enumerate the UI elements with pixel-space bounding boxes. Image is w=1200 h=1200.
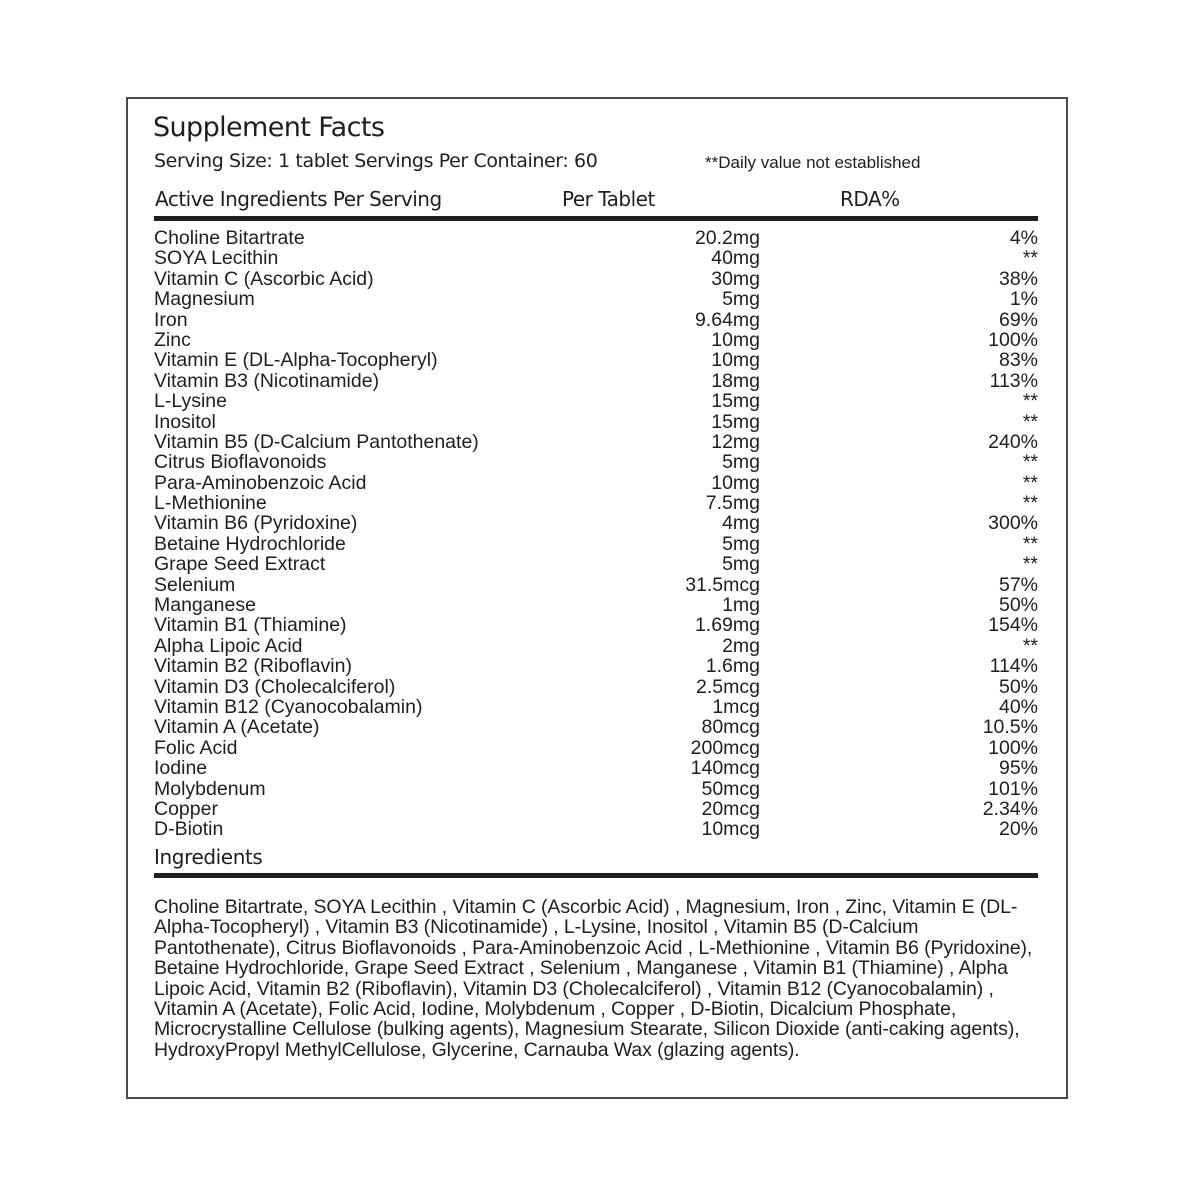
ingredient-amount: 50mcg bbox=[701, 777, 760, 800]
ingredient-rda: 40% bbox=[998, 695, 1038, 718]
ingredient-name: Vitamin B3 (Nicotinamide) bbox=[154, 369, 380, 392]
ingredient-name: Para-Aminobenzoic Acid bbox=[154, 471, 367, 494]
ingredient-amount: 5mg bbox=[722, 451, 760, 474]
ingredient-name: Inositol bbox=[154, 410, 216, 433]
table-row bbox=[154, 513, 1038, 533]
table-row bbox=[154, 269, 1038, 289]
table-row bbox=[154, 228, 1038, 248]
ingredient-amount: 200mcg bbox=[690, 736, 760, 759]
ingredient-rda: ** bbox=[1022, 247, 1038, 270]
ingredient-amount: 2mg bbox=[722, 634, 760, 657]
ingredient-amount: 4mg bbox=[722, 512, 760, 535]
table-row bbox=[154, 779, 1038, 799]
ingredient-amount: 15mg bbox=[711, 410, 760, 433]
table-row bbox=[154, 819, 1038, 839]
table-row bbox=[154, 310, 1038, 330]
ingredient-amount: 10mg bbox=[711, 471, 760, 494]
ingredient-name: SOYA Lecithin bbox=[154, 247, 279, 270]
serving-info: Serving Size: 1 tablet Servings Per Container: 60 bbox=[154, 150, 598, 172]
ingredient-name: Zinc bbox=[154, 328, 191, 351]
ingredient-rda: 95% bbox=[998, 757, 1038, 780]
ingredient-name: Vitamin B2 (Riboflavin) bbox=[154, 655, 352, 678]
ingredient-rda: 57% bbox=[998, 573, 1038, 596]
ingredient-amount: 5mg bbox=[722, 532, 760, 555]
ingredient-name: Iodine bbox=[154, 757, 208, 780]
table-row bbox=[154, 493, 1038, 513]
ingredient-table bbox=[154, 228, 1038, 840]
table-row bbox=[154, 289, 1038, 309]
ingredient-name: Folic Acid bbox=[154, 736, 238, 759]
ingredient-amount: 80mcg bbox=[701, 716, 760, 739]
header-rda: RDA% bbox=[840, 187, 900, 211]
table-row bbox=[154, 248, 1038, 268]
ingredient-name: Selenium bbox=[154, 573, 236, 596]
ingredient-rda: 154% bbox=[988, 614, 1038, 637]
ingredient-amount: 140mcg bbox=[690, 757, 760, 780]
ingredient-amount: 15mg bbox=[711, 390, 760, 413]
daily-value-note: **Daily value not established bbox=[705, 153, 921, 172]
table-row bbox=[154, 758, 1038, 778]
ingredient-amount: 18mg bbox=[711, 369, 760, 392]
ingredient-amount: 20mcg bbox=[701, 797, 760, 820]
ingredient-rda: 4% bbox=[1009, 227, 1038, 249]
ingredient-name: Vitamin A (Acetate) bbox=[154, 716, 320, 739]
ingredient-name: Vitamin D3 (Cholecalciferol) bbox=[154, 675, 396, 698]
ingredient-name: D-Biotin bbox=[154, 818, 224, 841]
ingredient-amount: 1.69mg bbox=[694, 614, 760, 637]
table-row bbox=[154, 371, 1038, 391]
ingredient-name: L-Lysine bbox=[154, 390, 227, 413]
ingredients-text: Choline Bitartrate, SOYA Lecithin , Vitamin C (Ascorbic Acid) , Magnesium, Iron , Zinc, Vitamin E (DL-Alpha-Tocopheryl) , Vitamin B3 (Nicotinamide) , L-Lysine, Inositol , Vitamin B5 (D-Calcium Pantothenate), Citrus Bioflavonoids , Para-Aminobenzoic Acid , L-Methionine , Vitamin B6 (Pyridoxine), Betaine Hydrochloride, Grape Seed Extract , Selenium , Manganese , Vitamin B1 (Thiamine) , Alpha Lipoic Acid, Vitamin B2 (Riboflavin), Vitamin D3 (Cholecalciferol) , Vitamin B12 (Cyanocobalamin) , Vitamin A (Acetate), Folic Acid, Iodine, Molybdenum , Copper , D-Biotin, Dicalcium Phosphate, Microcrystalline Cellulose (bulking agents), Magnesium Stearate, Silicon Dioxide (anti-caking agents), HydroxyPropyl MethylCellulose, Glycerine, Carnauba Wax (glazing agents). bbox=[154, 896, 1033, 1061]
ingredient-amount: 1.6mg bbox=[705, 655, 760, 678]
ingredient-name: Choline Bitartrate bbox=[154, 227, 305, 249]
table-row bbox=[154, 656, 1038, 676]
ingredient-amount: 7.5mg bbox=[705, 492, 760, 515]
header-per-tablet: Per Tablet bbox=[562, 187, 655, 211]
ingredient-name: Citrus Bioflavonoids bbox=[154, 451, 327, 474]
ingredient-rda: 300% bbox=[988, 512, 1038, 535]
ingredient-name: Vitamin C (Ascorbic Acid) bbox=[154, 267, 374, 290]
ingredient-amount: 10mcg bbox=[701, 818, 760, 841]
table-row bbox=[154, 615, 1038, 635]
table-row bbox=[154, 636, 1038, 656]
header-ingredient: Active Ingredients Per Serving bbox=[155, 187, 442, 211]
ingredient-name: Grape Seed Extract bbox=[154, 553, 326, 576]
ingredient-name: Alpha Lipoic Acid bbox=[154, 634, 303, 657]
ingredient-name: Vitamin B1 (Thiamine) bbox=[154, 614, 347, 637]
ingredient-rda: ** bbox=[1022, 471, 1038, 494]
ingredient-amount: 30mg bbox=[711, 267, 760, 290]
table-row bbox=[154, 575, 1038, 595]
ingredients-divider bbox=[154, 873, 1038, 878]
ingredient-rda: 240% bbox=[988, 430, 1038, 453]
table-row bbox=[154, 350, 1038, 370]
ingredient-amount: 31.5mcg bbox=[685, 573, 760, 596]
ingredient-rda: 1% bbox=[1009, 288, 1038, 311]
ingredient-rda: 50% bbox=[998, 675, 1038, 698]
ingredient-name: Manganese bbox=[154, 594, 256, 617]
ingredient-rda: 83% bbox=[998, 349, 1038, 372]
ingredient-rda: ** bbox=[1022, 390, 1038, 413]
ingredient-amount: 40mg bbox=[711, 247, 760, 270]
ingredient-rda: 114% bbox=[989, 655, 1038, 678]
table-row bbox=[154, 412, 1038, 432]
ingredient-rda: 100% bbox=[988, 736, 1038, 759]
ingredient-rda: ** bbox=[1022, 634, 1038, 657]
ingredient-rda: 38% bbox=[998, 267, 1038, 290]
ingredient-name: Vitamin B12 (Cyanocobalamin) bbox=[154, 695, 423, 718]
header-divider bbox=[154, 216, 1038, 221]
table-row bbox=[154, 595, 1038, 615]
table-row bbox=[154, 554, 1038, 574]
ingredient-amount: 1mcg bbox=[712, 695, 760, 718]
ingredient-rda: 20% bbox=[998, 818, 1038, 841]
label-title: Supplement Facts bbox=[153, 112, 385, 143]
ingredient-rda: 2.34% bbox=[982, 797, 1038, 820]
ingredient-amount: 2.5mcg bbox=[696, 675, 760, 698]
ingredient-rda: 100% bbox=[988, 328, 1038, 351]
ingredient-rda: ** bbox=[1022, 410, 1038, 433]
ingredient-name: Betaine Hydrochloride bbox=[154, 532, 346, 555]
table-row bbox=[154, 452, 1038, 472]
table-row bbox=[154, 717, 1038, 737]
table-row bbox=[154, 473, 1038, 493]
ingredient-name: Vitamin B5 (D-Calcium Pantothenate) bbox=[154, 430, 479, 453]
ingredient-rda: 101% bbox=[988, 777, 1038, 800]
table-row bbox=[154, 330, 1038, 350]
table-row bbox=[154, 534, 1038, 554]
ingredient-name: Molybdenum bbox=[154, 777, 266, 800]
ingredient-amount: 20.2mg bbox=[694, 227, 760, 249]
ingredient-name: Vitamin E (DL-Alpha-Tocopheryl) bbox=[154, 349, 438, 372]
ingredients-heading: Ingredients bbox=[154, 845, 263, 869]
table-row bbox=[154, 697, 1038, 717]
ingredient-amount: 12mg bbox=[711, 430, 760, 453]
ingredient-rda: 50% bbox=[998, 594, 1038, 617]
ingredient-rda: 69% bbox=[998, 308, 1038, 331]
ingredient-rda: ** bbox=[1022, 451, 1038, 474]
ingredient-amount: 5mg bbox=[722, 288, 760, 311]
ingredient-name: Copper bbox=[154, 797, 218, 820]
ingredient-rda: 113% bbox=[989, 369, 1038, 392]
ingredient-name: Iron bbox=[154, 308, 188, 331]
ingredient-amount: 10mg bbox=[711, 349, 760, 372]
ingredient-amount: 1mg bbox=[722, 594, 760, 617]
table-row bbox=[154, 432, 1038, 452]
ingredient-name: Vitamin B6 (Pyridoxine) bbox=[154, 512, 358, 535]
table-row bbox=[154, 799, 1038, 819]
ingredient-amount: 10mg bbox=[711, 328, 760, 351]
table-row bbox=[154, 677, 1038, 697]
ingredient-rda: ** bbox=[1022, 492, 1038, 515]
table-row bbox=[154, 391, 1038, 411]
ingredient-rda: ** bbox=[1022, 553, 1038, 576]
ingredient-amount: 9.64mg bbox=[694, 308, 760, 331]
ingredient-rda: 10.5% bbox=[982, 716, 1038, 739]
ingredient-name: Magnesium bbox=[154, 288, 255, 311]
ingredient-name: L-Methionine bbox=[154, 492, 267, 515]
ingredient-rda: ** bbox=[1022, 532, 1038, 555]
table-row bbox=[154, 738, 1038, 758]
ingredient-amount: 5mg bbox=[722, 553, 760, 576]
